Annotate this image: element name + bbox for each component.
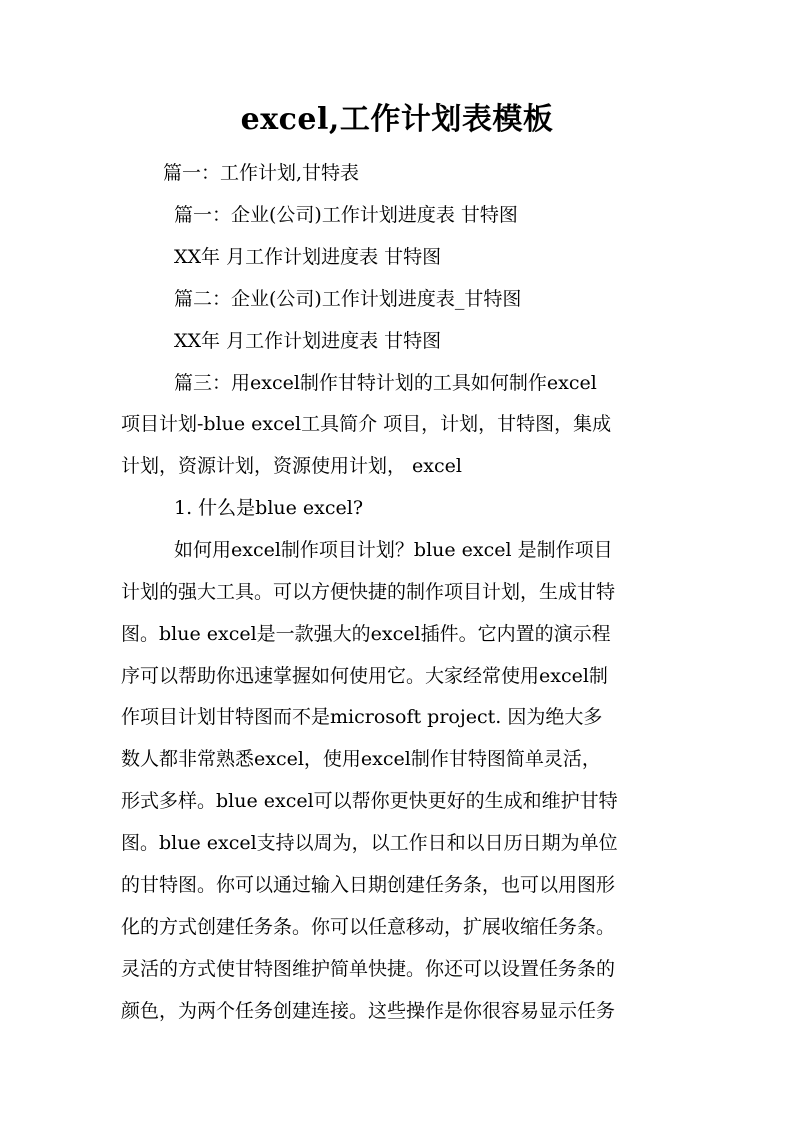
text-line: 作项目计划甘特图而不是microsoft project. 因为绝大多 xyxy=(121,706,603,728)
text-line: 化的方式创建任务条。你可以任意移动，扩展收缩任务条。 xyxy=(121,916,616,938)
text-line: XX年 月工作计划进度表 甘特图 xyxy=(174,330,442,352)
text-line: 的甘特图。你可以通过输入日期创建任务条，也可以用图形 xyxy=(121,874,616,896)
document-title: excel,工作计划表模板 xyxy=(240,102,554,137)
text-line: 篇一：工作计划,甘特表 xyxy=(163,162,360,184)
text-line: 1. 什么是blue excel? xyxy=(174,497,364,519)
text-line: 图。blue excel支持以周为，以工作日和以日历日期为单位 xyxy=(121,832,618,854)
text-line: 计划，资源计划，资源使用计划， excel xyxy=(121,455,462,477)
text-line: 颜色，为两个任务创建连接。这些操作是你很容易显示任务 xyxy=(121,1000,616,1022)
text-line: 灵活的方式使甘特图维护简单快捷。你还可以设置任务条的 xyxy=(121,958,616,980)
text-line: 数人都非常熟悉excel，使用excel制作甘特图简单灵活， xyxy=(121,748,601,770)
text-line: 篇二：企业(公司)工作计划进度表_甘特图 xyxy=(174,288,522,310)
text-line: XX年 月工作计划进度表 甘特图 xyxy=(174,246,442,268)
text-line: 篇一：企业(公司)工作计划进度表 甘特图 xyxy=(174,204,518,226)
text-line: 计划的强大工具。可以方便快捷的制作项目计划，生成甘特 xyxy=(121,581,616,603)
text-line: 如何用excel制作项目计划？blue excel 是制作项目 xyxy=(174,539,613,561)
text-line: 序可以帮助你迅速掌握如何使用它。大家经常使用excel制 xyxy=(121,665,608,687)
text-line: 篇三：用excel制作甘特计划的工具如何制作excel xyxy=(174,372,597,394)
text-line: 项目计划-blue excel工具简介 项目，计划，甘特图，集成 xyxy=(121,413,612,435)
text-line: 图。blue excel是一款强大的excel插件。它内置的演示程 xyxy=(121,623,611,645)
text-line: 形式多样。blue excel可以帮你更快更好的生成和维护甘特 xyxy=(121,790,618,812)
